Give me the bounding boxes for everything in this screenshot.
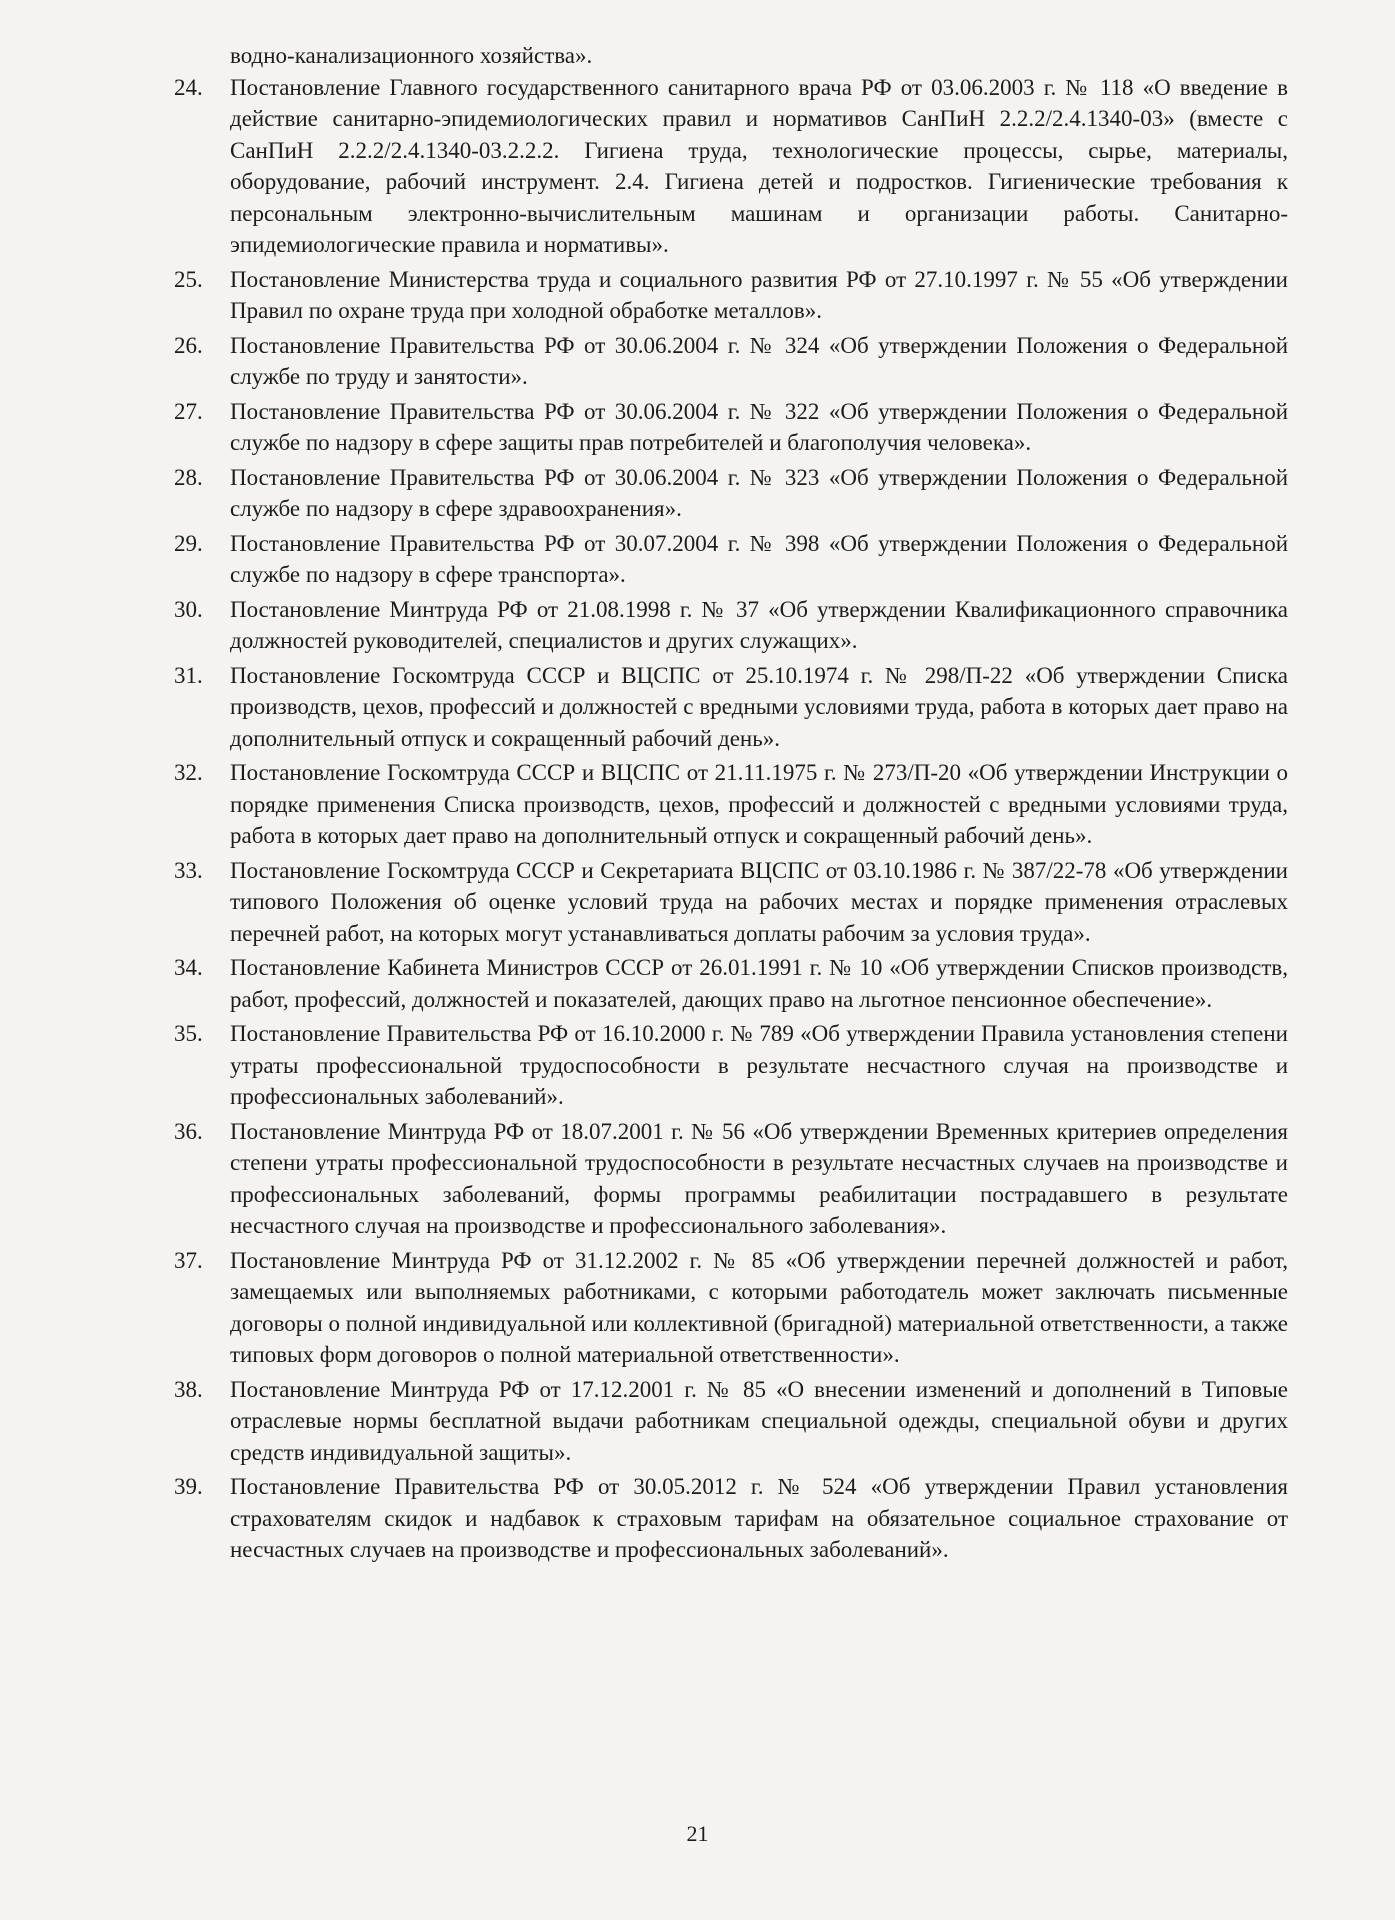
- list-item-text: Постановление Госкомтруда СССР и ВЦСПС от 25.10.1974 г. № 298/П-22 «Об утверждении Списка производств, цехов, профессий и должностей с вредными условиями труда, работа в которых дает право на дополнительный отпуск и сокращенный рабочий день».: [230, 662, 1288, 751]
- list-item-number: 33.: [174, 857, 203, 883]
- list-item: [174, 594, 1288, 657]
- list-item-text: Постановление Минтруда РФ от 31.12.2002 г. № 85 «Об утверждении перечней должностей и работ, замещаемых или выполняемых работниками, с которыми работодатель может заключать письменные договоры о полной индивидуальной или коллективной (бригадной) материальной ответственности, а также типовых форм договоров о полной материальной ответственности».: [230, 1247, 1288, 1367]
- list-item: [174, 1018, 1288, 1113]
- list-item-number: 25.: [174, 266, 203, 292]
- list-item-text: Постановление Минтруда РФ от 17.12.2001 г. № 85 «О внесении изменений и дополнений в Типовые отраслевые нормы бесплатной выдачи работникам специальной одежды, специальной обуви и других средств индивидуальной защиты».: [230, 1376, 1288, 1465]
- list-item: [174, 330, 1288, 393]
- list-item-number: 39.: [174, 1474, 203, 1499]
- list-item: [174, 855, 1288, 950]
- list-item-text: Постановление Министерства труда и социального развития РФ от 27.10.1997 г. № 55 «Об утверждении Правил по охране труда при холодной обработке металлов».: [230, 266, 1288, 323]
- page-number: 21: [686, 1821, 709, 1846]
- list-item-number: 34.: [174, 955, 203, 980]
- list-item-number: 29.: [174, 530, 203, 556]
- list-item: [174, 72, 1288, 261]
- list-item-number: 38.: [174, 1376, 203, 1402]
- list-item: [174, 528, 1288, 591]
- list-item: [174, 660, 1288, 755]
- list-item-number: 27.: [174, 398, 203, 424]
- list-item-text: Постановление Минтруда РФ от 21.08.1998 г. № 37 «Об утверждении Квалификационного справочника должностей руководителей, специалистов и других служащих».: [230, 596, 1288, 653]
- list-item-text: Постановление Кабинета Министров СССР от 26.01.1991 г. № 10 «Об утверждении Списков производств, работ, профессий, должностей и показателей, дающих право на льготное пенсионное обеспечение».: [230, 955, 1288, 1012]
- list-item-text: Постановление Правительства РФ от 30.06.2004 г. № 323 «Об утверждении Положения о Федеральной службе по надзору в сфере здравоохранения».: [230, 464, 1288, 521]
- list-item-number: 28.: [174, 464, 203, 490]
- list-item-number: 30.: [174, 596, 203, 622]
- list-item-number: 35.: [174, 1021, 203, 1046]
- list-item-text: Постановление Правительства РФ от 30.07.2004 г. № 398 «Об утверждении Положения о Федеральной службе по надзору в сфере транспорта».: [230, 530, 1288, 587]
- list-item-text: Постановление Главного государственного санитарного врача РФ от 03.06.2003 г. № 118 «О введение в действие санитарно-эпидемиологических правил и нормативов СанПиН 2.2.2/2.4.1340-03» (вместе с СанПиН 2.2.2/2.4.1340-03.2.2.2. Гигиена труда, технологические процессы, сырье, материалы, оборудование, рабочий инструмент. 2.4. Гигиена детей и подростков. Гигиенические требования к персональным электронно-вычислительным машинам и организации работы. Санитарно-эпидемиологические правила и нормативы».: [230, 74, 1288, 257]
- list-item-number: 36.: [174, 1118, 203, 1144]
- list-item-text: Постановление Правительства РФ от 30.06.2004 г. № 322 «Об утверждении Положения о Федеральной службе по надзору в сфере защиты прав потребителей и благополучия человека».: [230, 398, 1288, 455]
- list-item-text: Постановление Минтруда РФ от 18.07.2001 г. № 56 «Об утверждении Временных критериев определения степени утраты профессиональной трудоспособности в результате несчастных случаев на производстве и профессиональных заболеваний, формы программы реабилитации пострадавшего в результате несчастного случая на производстве и профессионального заболевания».: [230, 1118, 1288, 1238]
- list-item-text: Постановление Правительства РФ от 30.05.2012 г. № 524 «Об утверждении Правил установления страхователям скидок и надбавок к страховым тарифам на обязательное социальное страхование от несчастных случаев на производстве и профессиональных заболеваний».: [230, 1474, 1288, 1562]
- list-item-number: 24.: [174, 74, 203, 100]
- list-item-text: Постановление Правительства РФ от 30.06.2004 г. № 324 «Об утверждении Положения о Федеральной службе по труду и занятости».: [230, 332, 1288, 389]
- reference-list-section: [174, 40, 1288, 1569]
- list-item-text: Постановление Госкомтруда СССР и Секретариата ВЦСПС от 03.10.1986 г. № 387/22-78 «Об утверждении типового Положения об оценке условий труда на рабочих местах и порядке применения отраслевых перечней работ, на которых могут устанавливаться доплаты рабочим за условия труда».: [230, 857, 1288, 946]
- list-item: [174, 264, 1288, 327]
- reference-list: [174, 72, 1288, 1566]
- list-item-number: 37.: [174, 1247, 203, 1273]
- list-item-number: 26.: [174, 332, 203, 358]
- list-item: [174, 1116, 1288, 1242]
- list-item-text: Постановление Госкомтруда СССР и ВЦСПС от 21.11.1975 г. № 273/П-20 «Об утверждении Инструкции о порядке применения Списка производств, цехов, профессий и должностей с вредными условиями труда, работа в которых дает право на дополнительный отпуск и сокращенный рабочий день».: [230, 760, 1288, 848]
- list-item-text: Постановление Правительства РФ от 16.10.2000 г. № 789 «Об утверждении Правила установления степени утраты профессиональной трудоспособности в результате несчастного случая на производстве и профессиональных заболеваний».: [230, 1021, 1288, 1109]
- list-item: [174, 1471, 1288, 1566]
- list-item-number: 32.: [174, 760, 203, 785]
- continued-text: водно-канализационного хозяйства».: [230, 43, 593, 68]
- list-item: [174, 757, 1288, 852]
- list-item: [174, 462, 1288, 525]
- list-item: [174, 1374, 1288, 1469]
- list-item: [174, 396, 1288, 459]
- list-item: [174, 1245, 1288, 1371]
- list-item-number: 31.: [174, 662, 203, 688]
- list-item: [174, 952, 1288, 1015]
